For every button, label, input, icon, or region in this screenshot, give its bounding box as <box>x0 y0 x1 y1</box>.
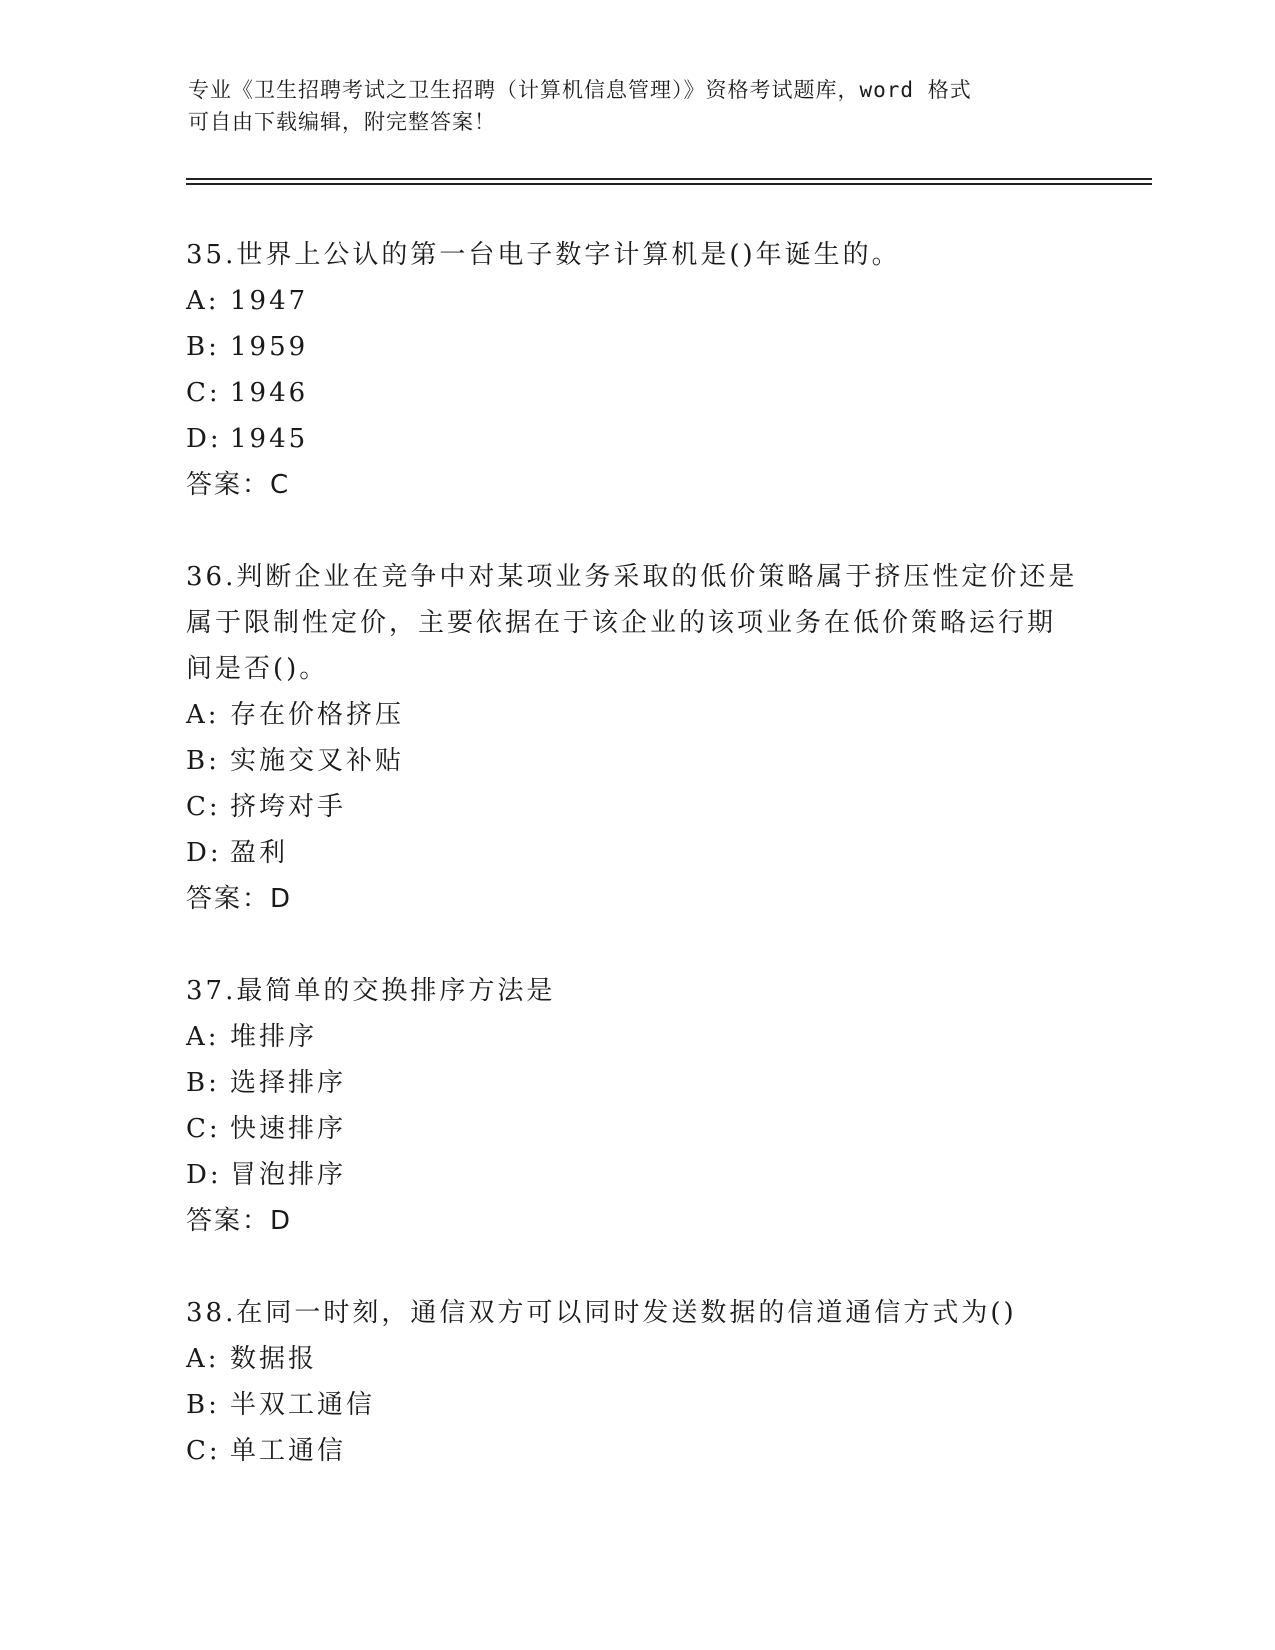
stem-line: 37.最简单的交换排序方法是 <box>186 976 556 1006</box>
stem-line: 35.世界上公认的第一台电子数字计算机是()年诞生的。 <box>186 240 901 270</box>
option-key: A: <box>186 700 220 730</box>
option-b <box>186 1060 1086 1106</box>
option-a <box>186 1014 1086 1060</box>
option-text: 快速排序 <box>230 1114 347 1144</box>
option-text: 实施交叉补贴 <box>230 746 405 776</box>
option-key: C: <box>186 378 221 408</box>
option-text: 1946 <box>230 378 309 408</box>
option-c <box>186 1106 1086 1152</box>
option-text: 1959 <box>230 332 309 362</box>
option-text: 单工通信 <box>230 1436 347 1466</box>
question-37 <box>186 968 1086 1244</box>
option-key: D: <box>186 1160 222 1190</box>
question-list <box>186 232 1086 1520</box>
option-text: 数据报 <box>230 1344 318 1374</box>
option-b <box>186 738 1086 784</box>
option-a <box>186 692 1086 738</box>
option-d <box>186 416 1086 462</box>
option-text: 挤垮对手 <box>230 792 347 822</box>
document-header <box>188 74 1068 138</box>
option-b <box>186 324 1086 370</box>
header-line-1: 专业《卫生招聘考试之卫生招聘（计算机信息管理）》资格考试题库，word 格式 <box>188 78 972 102</box>
option-text: 1945 <box>230 424 309 454</box>
option-a <box>186 278 1086 324</box>
option-b <box>186 1382 1086 1428</box>
question-stem <box>186 968 1086 1014</box>
question-36 <box>186 554 1086 922</box>
question-35 <box>186 232 1086 508</box>
option-text: 1947 <box>230 286 309 316</box>
option-key: A: <box>186 1022 220 1052</box>
option-d <box>186 830 1086 876</box>
stem-line: 38.在同一时刻，通信双方可以同时发送数据的信道通信方式为() <box>186 1298 1017 1328</box>
option-c <box>186 784 1086 830</box>
option-key: C: <box>186 1436 221 1466</box>
question-stem <box>186 232 1086 278</box>
option-key: B: <box>186 332 220 362</box>
question-stem <box>186 554 1086 692</box>
option-key: C: <box>186 1114 221 1144</box>
option-text: 半双工通信 <box>230 1390 376 1420</box>
option-text: 盈利 <box>230 838 289 868</box>
option-key: D: <box>186 838 222 868</box>
option-key: B: <box>186 746 220 776</box>
option-key: A: <box>186 1344 220 1374</box>
option-text: 选择排序 <box>230 1068 347 1098</box>
header-line-2: 可自由下载编辑，附完整答案！ <box>188 110 496 134</box>
option-a <box>186 1336 1086 1382</box>
answer-line: 答案：D <box>186 1206 293 1236</box>
answer-line: 答案：C <box>186 470 291 500</box>
option-c <box>186 370 1086 416</box>
question-38 <box>186 1290 1086 1474</box>
option-key: C: <box>186 792 221 822</box>
header-rule-bottom <box>186 183 1152 185</box>
option-text: 堆排序 <box>230 1022 318 1052</box>
stem-line: 间是否()。 <box>186 654 329 684</box>
header-rule-top <box>186 178 1152 180</box>
question-stem <box>186 1290 1086 1336</box>
option-key: A: <box>186 286 220 316</box>
option-key: B: <box>186 1068 220 1098</box>
stem-line: 36.判断企业在竞争中对某项业务采取的低价策略属于挤压性定价还是 <box>186 562 1078 592</box>
option-text: 存在价格挤压 <box>230 700 405 730</box>
stem-line: 属于限制性定价，主要依据在于该企业的该项业务在低价策略运行期 <box>186 608 1057 638</box>
answer-line: 答案：D <box>186 884 293 914</box>
option-c <box>186 1428 1086 1474</box>
option-text: 冒泡排序 <box>230 1160 347 1190</box>
option-key: B: <box>186 1390 220 1420</box>
option-d <box>186 1152 1086 1198</box>
option-key: D: <box>186 424 222 454</box>
